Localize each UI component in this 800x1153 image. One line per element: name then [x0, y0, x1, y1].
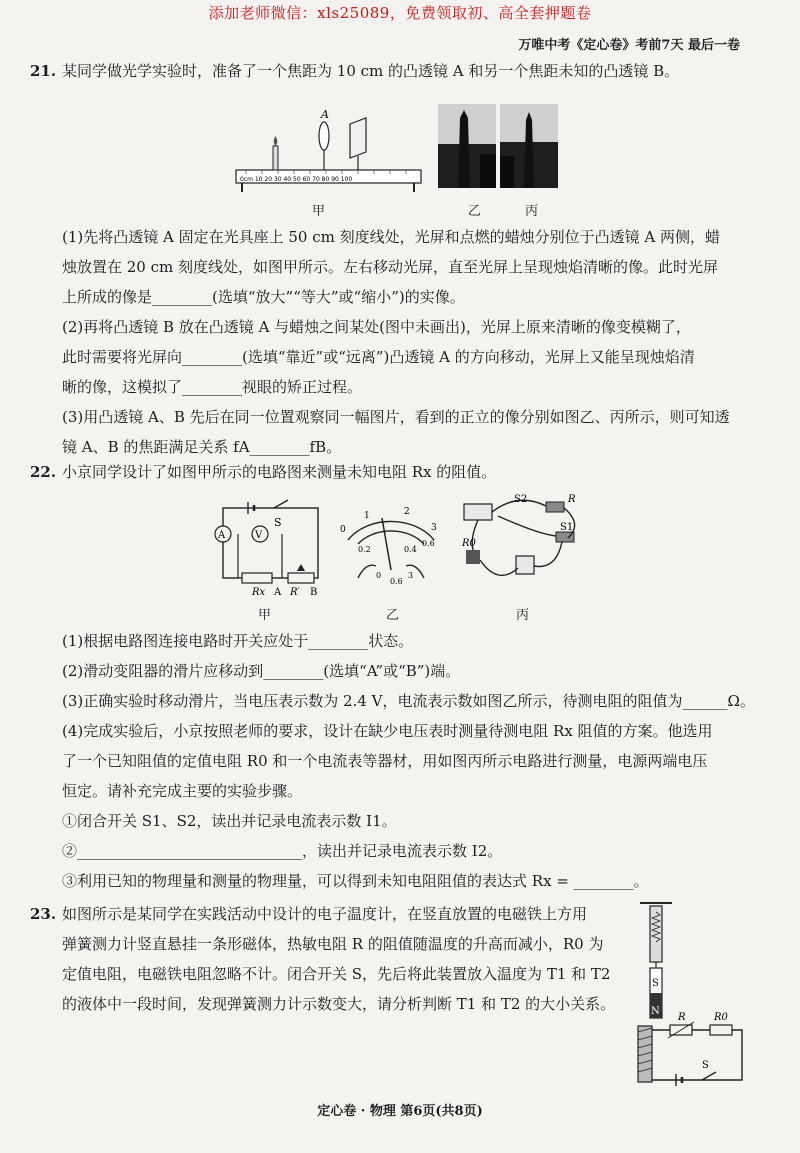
q23-number: 23. [30, 905, 57, 923]
q23-line2: 弹簧测力计竖直悬挂一条形磁体，热敏电阻 R 的阻值随温度的升高而减小，R0 为 [62, 935, 604, 953]
q23-line3: 定值电阻，电磁铁电阻忽略不计。闭合开关 S，先后将此装置放入温度为 T1 和 T2 [62, 965, 611, 983]
terminal-3: 3 [408, 571, 414, 580]
q22-fig-bing-caption: 丙 [516, 608, 530, 623]
q22-step2: ②______________________________，读出并记录电流表示数 I2。 [62, 842, 503, 860]
circuit-diagram-jia [208, 492, 328, 596]
q22-step1: ①闭合开关 S1、S2，读出并记录电流表示数 I1。 [62, 812, 397, 830]
rheostat-b-label: B [310, 587, 318, 596]
q22-part4-line1: (4)完成实验后，小京按照老师的要求，设计在缺少电压表时测量待测电阻 Rx 阻值的方案。他选用 [62, 722, 713, 740]
q21-part1-line1: (1)先将凸透镜 A 固定在光具座上 50 cm 刻度线处，光屏和点燃的蜡烛分别位于凸透镜 A 两侧，蜡 [62, 228, 721, 246]
q21-part2-line3: 晰的像，这模拟了________视眼的矫正过程。 [62, 378, 363, 396]
q21-fig-bing-caption: 丙 [525, 204, 539, 219]
q21-part1-line2: 烛放置在 20 cm 刻度线处，如图甲所示。左右移动光屏，直至光屏上呈现烛焰清晰的像。此时光屏 [62, 258, 719, 276]
dial-tick-0-2: 0.2 [358, 545, 371, 554]
q21-part2-line1: (2)再将凸透镜 B 放在凸透镜 A 与蜡烛之间某处(图中未画出)，光屏上原来清晰的像变模糊了， [62, 318, 691, 336]
dial-tick-3: 3 [431, 523, 437, 533]
page-footer: 定心卷 · 物理 第6页(共8页) [317, 1104, 483, 1119]
q22-fig-jia-caption: 甲 [258, 608, 272, 623]
magnet-s-pole: S [652, 978, 659, 989]
q21-part3-line1: (3)用凸透镜 A、B 先后在同一位置观察同一幅图片，看到的正立的像分别如图乙、丙所示，则可知透 [62, 408, 730, 426]
q22-part3: (3)正确实验时移动滑片，当电压表示数为 2.4 V，电流表示数如图乙所示，待测电阻的阻值为______Ω。 [62, 692, 755, 710]
q21-number: 21. [30, 62, 57, 80]
watermark-banner: 添加老师微信：xls25089，免费领取初、高全套押题卷 [208, 4, 592, 22]
dial-tick-1: 1 [364, 511, 370, 521]
ammeter-symbol: A [218, 530, 226, 541]
q23-r0-label: R0 [714, 1012, 728, 1023]
q21-stem: 某同学做光学实验时，准备了一个焦距为 10 cm 的凸透镜 A 和另一个焦距未知的凸透镜 B。 [62, 62, 680, 80]
q23-line4: 的液体中一段时间，发现弹簧测力计示数变大，请分析判断 T1 和 T2 的大小关系。 [62, 995, 616, 1013]
wiring-r0-label: R0 [462, 538, 476, 549]
q22-step3: ③利用已知的物理量和测量的物理量，可以得到未知电阻阻值的表达式 Rx = ________。 [62, 872, 649, 890]
q22-number: 22. [30, 463, 57, 481]
terminal-minus: 0 [376, 571, 382, 580]
circuit-switch-label: S [274, 516, 282, 529]
wiring-s1-label: S1 [560, 522, 574, 533]
dial-tick-0: 0 [340, 525, 346, 535]
page-header: 万唯中考《定心卷》考前7天 最后一卷 [518, 38, 740, 53]
q23-r-label: R [678, 1012, 686, 1023]
rheostat-r-label: R′ [290, 587, 300, 596]
q21-part3-line2: 镜 A、B 的焦距满足关系 fA________fB。 [62, 438, 342, 456]
wiring-s2-label: S2 [514, 494, 528, 505]
q23-line1: 如图所示是某同学在实践活动中设计的电子温度计，在竖直放置的电磁铁上方用 [62, 905, 588, 923]
optical-bench-figure [228, 108, 428, 193]
dial-tick-0-4: 0.4 [404, 545, 417, 554]
q21-fig-jia-caption: 甲 [312, 204, 326, 219]
terminal-0-6: 0.6 [390, 577, 403, 586]
q22-part1: (1)根据电路图连接电路时开关应处于________状态。 [62, 632, 414, 650]
q21-part1-line3: 上所成的像是________(选填“放大”“等大”或“缩小”)的实像。 [62, 288, 465, 306]
q22-part4-line2: 了一个已知阻值的定值电阻 R0 和一个电流表等器材，用如图丙所示电路进行测量，电源两端电压 [62, 752, 708, 770]
magnet-n-pole: N [651, 1006, 660, 1017]
q22-fig-yi-caption: 乙 [386, 608, 400, 623]
thermometer-circuit-figure [632, 900, 747, 1090]
tower-photo-bing [500, 104, 560, 190]
q22-part4-line3: 恒定。请补充完成主要的实验步骤。 [62, 782, 303, 800]
q22-stem: 小京同学设计了如图甲所示的电路图来测量未知电阻 Rx 的阻值。 [62, 463, 497, 481]
rheostat-a-label: A [274, 587, 282, 596]
q21-part2-line2: 此时需要将光屏向________(选填“靠近”或“远离”)凸透镜 A 的方向移动，光屏上又能呈现烛焰清 [62, 348, 695, 366]
wiring-r-label: R [568, 494, 576, 505]
dial-tick-0-6: 0.6 [422, 539, 435, 548]
q22-part2: (2)滑动变阻器的滑片应移动到________(选填“A”或“B”)端。 [62, 662, 461, 680]
wiring-diagram-bing [458, 490, 588, 590]
voltmeter-symbol: V [255, 530, 263, 541]
bench-scale: 0cm 10 20 30 40 50 60 70 80 90 100 [240, 176, 353, 183]
ammeter-dial-yi [336, 500, 446, 590]
lens-a-label: A [321, 108, 329, 121]
rx-label: Rx [252, 587, 266, 596]
q21-fig-yi-caption: 乙 [468, 204, 482, 219]
q23-switch-label: S [702, 1060, 709, 1071]
dial-tick-2: 2 [404, 507, 410, 517]
